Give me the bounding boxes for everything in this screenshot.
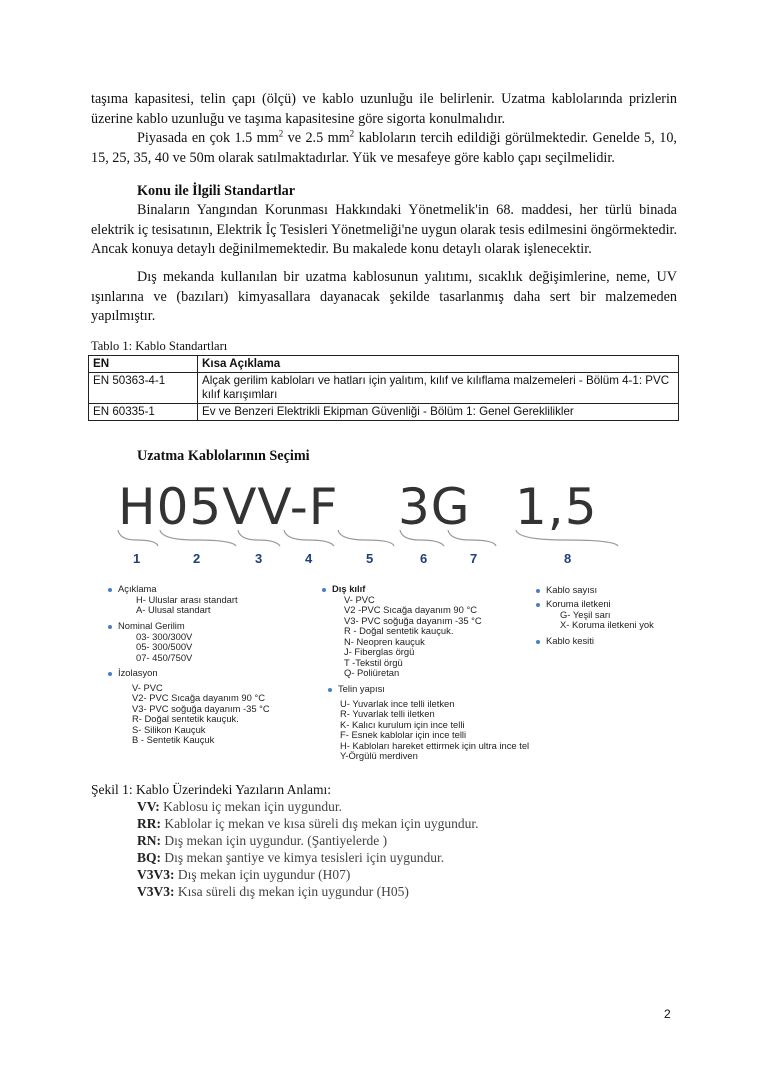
code-number-3: 3 [255, 551, 263, 566]
legend-group-5: Telin yapısı U- Yuvarlak ince telli iletken R- Yuvarlak telli iletken K- Kalıcı kurulum için ince telli F- Esnek kablolar için ince telli H- Kabloları hareket ettirmek için ultra ince tel Y-Örgülü merdiven [328, 684, 529, 762]
code-number-1: 1 [133, 551, 141, 566]
code-number-6: 6 [420, 551, 428, 566]
bullet-icon [536, 603, 540, 607]
legend-group-4: Dış kılıf V- PVC V2 -PVC Sıcağa dayanım 90 °C V3- PVC soğuğa dayanım -35 °C R - Doğal sentetik kauçuk. N- Neopren kauçuk J- Fiberglas örgü T -Tekstil örgü Q- Poliüretan [322, 584, 482, 679]
table-caption: Tablo 1: Kablo Standartları [91, 339, 228, 353]
cable-code-part-2: 3G [398, 478, 471, 536]
definition-item: VV: Kablosu iç mekan için uygundur. [137, 799, 342, 814]
figure-caption: Şekil 1: Kablo Üzerindeki Yazıların Anlamı: [91, 782, 331, 797]
table-row [89, 373, 679, 404]
legend-group-8: Kablo kesiti [536, 636, 594, 647]
definition-item: V3V3: Dış mekan için uygundur (H07) [137, 867, 351, 882]
brace-2 [160, 530, 236, 546]
code-number-5: 5 [366, 551, 374, 566]
standards-table [88, 355, 679, 421]
code-number-8: 8 [564, 551, 572, 566]
definition-item: RR: Kablolar iç mekan ve kısa süreli dış mekan için uygundur. [137, 816, 479, 831]
table-header-row [89, 356, 679, 373]
section-heading-selection: Uzatma Kablolarının Seçimi [137, 448, 310, 464]
code-brace-lines [0, 522, 768, 552]
legend-group-1: Açıklama H- Uluslar arası standart A- Ulusal standart [108, 584, 238, 616]
bullet-icon [322, 588, 326, 592]
section-heading-standards: Konu ile İlgili Standartlar [137, 183, 296, 199]
legend-group-2: Nominal Gerilim 03- 300/300V 05- 300/500V 07- 450/750V [108, 621, 192, 663]
legend-group-3: İzolasyon V- PVC V2- PVC Sıcağa dayanım 90 °C V3- PVC soğuğa dayanım -35 °C R- Doğal sentetik kauçuk. S- Silikon Kauçuk B - Sentetik Kauçuk [108, 668, 270, 746]
table-cell: EN 60335-1 [89, 404, 198, 421]
page-number: 2 [664, 1007, 671, 1021]
paragraph-3: Binaların Yangından Korunması Hakkındaki Yönetmelik'in 68. maddesi, her türlü binada elektrik iç tesisatının, Elektrik İç Tesisleri Yönetmeliği'ne uygun olarak tesis edilmesini öngörmektedir. Ancak konuya detaylı değinilmemektedir. Bu makalede konu detaylı olarak işlenecektir. [91, 202, 677, 257]
bullet-icon [108, 588, 112, 592]
code-number-4: 4 [305, 551, 313, 566]
table-header-cell: EN [89, 356, 198, 373]
code-number-2: 2 [193, 551, 201, 566]
cable-code-part-1: H05VV-F [118, 478, 339, 536]
table-cell: EN 50363-4-1 [89, 373, 198, 404]
definition-item: BQ: Dış mekan şantiye ve kimya tesisleri için uygundur. [137, 850, 445, 865]
definition-item: RN: Dış mekan için uygundur. (Şantiyelerde ) [137, 833, 388, 848]
legend-group-6: Kablo sayısı [536, 585, 597, 596]
bullet-icon [536, 589, 540, 593]
paragraph-1: taşıma kapasitesi, telin çapı (ölçü) ve kablo uzunluğu ile belirlenir. Uzatma kablolarında prizlerin üzerine kablo uzunluğu ve taşıma kapasitesine göre sigorta konulmalıdır. [91, 91, 677, 127]
table-cell: Ev ve Benzeri Elektrikli Ekipman Güvenliği - Bölüm 1: Genel Gereklilikler [198, 404, 679, 421]
paragraph-2: Piyasada en çok 1.5 $mm^2$ ve 2.5 $mm^2$ kabloların tercih edildiği görülmektedir. Genelde 5, 10, 15, 25, 35, 40 ve 50m olarak satılmaktadırlar. Yük ve mesafeye göre kablo çapı seçilmelidir. [91, 128, 677, 166]
bullet-icon [108, 672, 112, 676]
bullet-icon [108, 625, 112, 629]
bullet-icon [536, 640, 540, 644]
legend-group-7: Koruma iletkeni G- Yeşil sarı X- Koruma iletkeni yok [536, 599, 654, 631]
table-cell: Alçak gerilim kabloları ve hatları için yalıtım, kılıf ve kılıflama malzemeleri - Bölüm 4-1: PVC kılıf karışımları [198, 373, 679, 404]
table-row [89, 404, 679, 421]
cable-code-part-3: 1,5 [515, 478, 598, 536]
definition-item: V3V3: Kısa süreli dış mekan için uygundur (H05) [137, 884, 409, 899]
code-number-7: 7 [470, 551, 478, 566]
paragraph-4: Dış mekanda kullanılan bir uzatma kablosunun yalıtımı, sıcaklık değişimlerine, neme, UV ışınlarına ve (bazıları) kimyasallara dayanacak şekilde tasarlanmış daha sert bir malzemeden yapılmıştır. [91, 269, 677, 324]
table-header-cell: Kısa Açıklama [198, 356, 679, 373]
bullet-icon [328, 688, 332, 692]
